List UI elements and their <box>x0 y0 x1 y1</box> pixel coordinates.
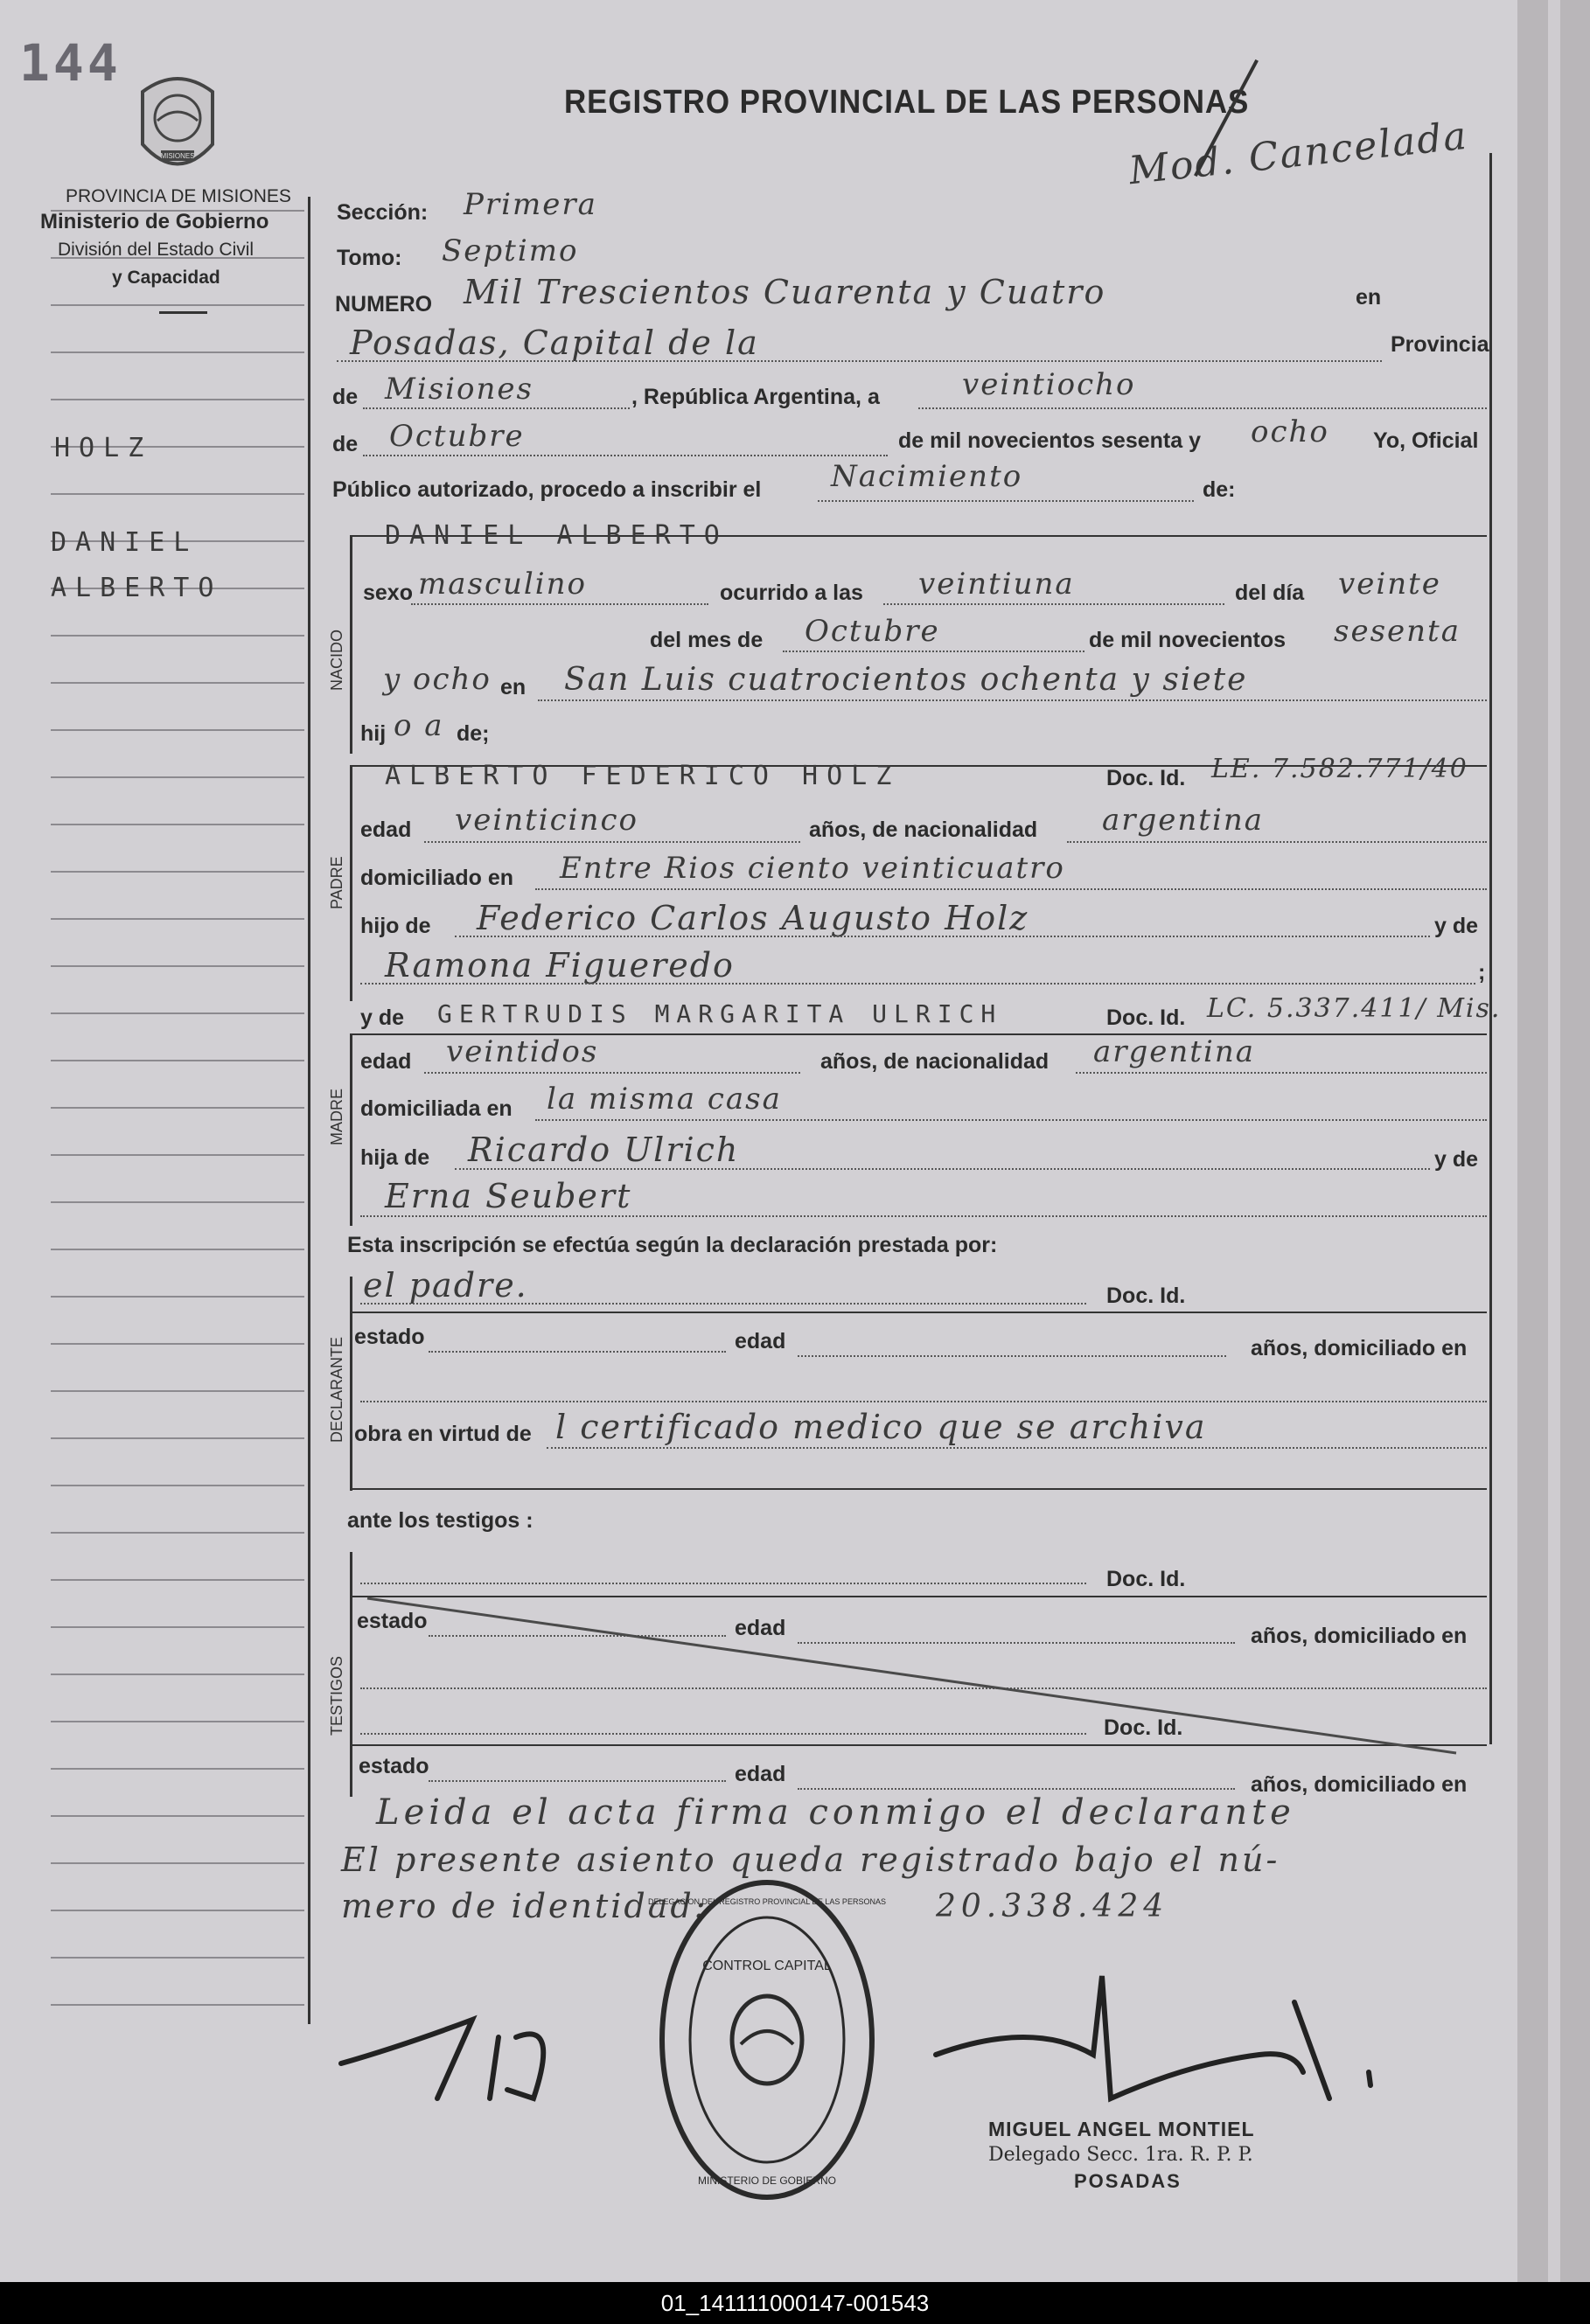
testigo2-estado-label: estado <box>359 1754 429 1778</box>
padre-dom-value: Entre Rios ciento veinticuatro <box>560 851 1065 886</box>
en-label: en <box>1356 285 1382 310</box>
mil-sesenta-label: de mil novecientos sesenta y <box>898 428 1201 453</box>
testigo1-doc-label: Doc. Id. <box>1106 1567 1186 1591</box>
padre-doc-value: LE. 7.582.771/40 <box>1211 754 1468 784</box>
anio-nac-value-2: y ocho <box>383 662 492 697</box>
ocurrido-label: ocurrido a las <box>720 581 863 605</box>
acto-value: Nacimiento <box>831 459 1023 494</box>
padre-hijo-label: hijo de <box>360 914 431 938</box>
dia-value: veinte <box>1338 567 1441 602</box>
en-nac-label: en <box>500 675 527 699</box>
mes-value: Octubre <box>389 419 525 454</box>
madre-hija-value: Ricardo Ulrich <box>468 1131 740 1169</box>
hij-label: hij <box>360 721 387 746</box>
de-colon-label: de: <box>1203 477 1236 502</box>
del-mes-label: del mes de <box>650 628 764 652</box>
officer-title: Delegado Secc. 1ra. R. P. P. <box>988 2144 1253 2166</box>
closing-line-1: Leida el acta firma conmigo el declarante <box>376 1792 1295 1833</box>
crest-text: MISIONES <box>160 152 195 160</box>
numero-label: NUMERO <box>335 292 433 317</box>
madre-yde2-value: Erna Seubert <box>385 1177 632 1215</box>
ante-label: ante los testigos : <box>347 1508 533 1533</box>
padre-semicolon: ; <box>1478 960 1486 985</box>
testigo2-doc-label: Doc. Id. <box>1104 1715 1183 1740</box>
page-title: REGISTRO PROVINCIAL DE LAS PERSONAS <box>564 84 1250 121</box>
closing-line-3: mero de identidad: <box>341 1887 708 1925</box>
obra-value: l certificado medico que se archiva <box>555 1408 1207 1446</box>
nombre-value: DANIEL ALBERTO <box>385 520 729 551</box>
agency-line4: y Capacidad <box>112 268 220 288</box>
agency-line2: Ministerio de Gobierno <box>40 210 269 233</box>
madre-doc-value: LC. 5.337.411/ Mis. <box>1207 993 1502 1024</box>
padre-doc-label: Doc. Id. <box>1106 766 1186 790</box>
sexo-value: masculino <box>418 567 588 602</box>
testigo2-anos-label: años, domiciliado en <box>1251 1772 1468 1797</box>
lugar-nac-value: San Luis cuatrocientos ochenta y siete <box>564 662 1248 698</box>
anio-value: ocho <box>1251 414 1329 449</box>
testigos-side-label: TESTIGOS <box>328 1655 345 1736</box>
officer-name: MIGUEL ANGEL MONTIEL <box>988 2118 1255 2140</box>
seal-ring-text: DELEGACION DEL REGISTRO PROVINCIAL DE LAS PERSONAS <box>648 1897 886 1906</box>
provincia-value: Misiones <box>385 372 533 407</box>
officer-signature-icon <box>927 1967 1399 2107</box>
yo-oficial-label: Yo, Oficial <box>1373 428 1479 453</box>
declarante-estado-label: estado <box>354 1325 425 1349</box>
hora-value: veintiuna <box>918 567 1075 602</box>
madre-nac-label: años, de nacionalidad <box>820 1049 1050 1074</box>
seal-bottom-text: MINISTERIO DE GOBIERNO <box>697 2174 837 2187</box>
obra-label: obra en virtud de <box>354 1422 532 1446</box>
seal-inner-text: CONTROL CAPITAL <box>702 1959 832 1973</box>
declarant-signature-icon <box>332 1967 638 2107</box>
de-semicolon-label: de; <box>457 721 490 746</box>
seccion-value: Primera <box>464 187 597 222</box>
madre-edad-label: edad <box>360 1049 412 1074</box>
declarante-nombre-value: el padre. <box>363 1266 528 1305</box>
padre-yde-value: Ramona Figueredo <box>385 946 735 985</box>
margin-note: Mod. Cancelada <box>1126 113 1470 194</box>
publico-label: Público autorizado, procedo a inscribir el <box>332 477 762 502</box>
mil-novecientos-label: de mil novecientos <box>1089 628 1287 652</box>
declarante-edad-label: edad <box>735 1329 786 1353</box>
de-label-1: de <box>332 385 359 409</box>
padre-side-label: PADRE <box>328 856 345 909</box>
padre-hijo-value: Federico Carlos Augusto Holz <box>477 899 1029 937</box>
closing-id-number: 20.338.424 <box>936 1889 1169 1924</box>
agency-line3: División del Estado Civil <box>58 240 255 260</box>
agency-line1: PROVINCIA DE MISIONES <box>66 186 291 206</box>
del-dia-label: del día <box>1235 581 1305 605</box>
madre-hija-label: hija de <box>360 1145 430 1170</box>
tomo-value: Septimo <box>442 233 579 268</box>
file-id-footer: 01_141111000147-001543 <box>0 2282 1590 2324</box>
lugar-value: Posadas, Capital de la <box>350 324 759 362</box>
madre-dom-label: domiciliada en <box>360 1096 513 1121</box>
provincia-label: Provincia <box>1391 332 1489 357</box>
declarante-anos-label: años, domiciliado en <box>1251 1336 1468 1360</box>
padre-dom-label: domiciliado en <box>360 866 514 890</box>
padre-nac-value: argentina <box>1102 803 1265 838</box>
official-seal-icon <box>648 1878 886 2202</box>
hij-suffix: o a <box>394 708 444 743</box>
closing-line-2: El presente asiento queda registrado bajo el nú- <box>341 1840 1280 1879</box>
margin-surname: HOLZ <box>54 433 153 463</box>
tomo-label: Tomo: <box>337 246 402 270</box>
anio-nac-value-1: sesenta <box>1334 614 1461 649</box>
page-number: 144 <box>19 33 122 93</box>
madre-edad-value: veintidos <box>446 1034 599 1069</box>
madre-side-label: MADRE <box>328 1088 345 1145</box>
republica-label: , República Argentina, a <box>631 385 880 409</box>
margin-given-1: DANIEL <box>51 527 199 558</box>
madre-nac-value: argentina <box>1093 1034 1256 1069</box>
padre-nombre-value: ALBERTO FEDERICO HOLZ <box>385 761 901 791</box>
de-label-2: de <box>332 432 359 456</box>
testigo1-edad-label: edad <box>735 1616 786 1640</box>
padre-yde-label: y de <box>1434 914 1479 938</box>
declarante-side-label: DECLARANTE <box>328 1336 345 1443</box>
testigo1-estado-label: estado <box>357 1609 428 1633</box>
madre-yde-label: y de <box>360 1005 405 1030</box>
mes-nac-value: Octubre <box>805 614 940 649</box>
margin-given-2: ALBERTO <box>51 573 223 603</box>
padre-edad-label: edad <box>360 818 412 842</box>
nacido-side-label: NACIDO <box>328 629 345 691</box>
padre-edad-value: veinticinco <box>455 803 638 838</box>
officer-city: POSADAS <box>1074 2170 1182 2192</box>
testigo2-edad-label: edad <box>735 1762 786 1786</box>
dia-letra-value: veintiocho <box>962 367 1136 402</box>
madre-yde2-label: y de <box>1434 1147 1479 1172</box>
padre-nac-label: años, de nacionalidad <box>809 818 1038 842</box>
sexo-label: sexo <box>363 581 413 605</box>
numero-value: Mil Trescientos Cuarenta y Cuatro <box>464 273 1106 311</box>
seccion-label: Sección: <box>337 200 429 225</box>
madre-doc-label: Doc. Id. <box>1106 1005 1186 1030</box>
declaracion-label: Esta inscripción se efectúa según la declaración prestada por: <box>347 1233 998 1257</box>
declarante-doc-label: Doc. Id. <box>1106 1284 1186 1308</box>
madre-dom-value: la misma casa <box>547 1082 782 1117</box>
testigo1-anos-label: años, domiciliado en <box>1251 1624 1468 1648</box>
madre-nombre-value: GERTRUDIS MARGARITA ULRICH <box>437 999 1003 1028</box>
